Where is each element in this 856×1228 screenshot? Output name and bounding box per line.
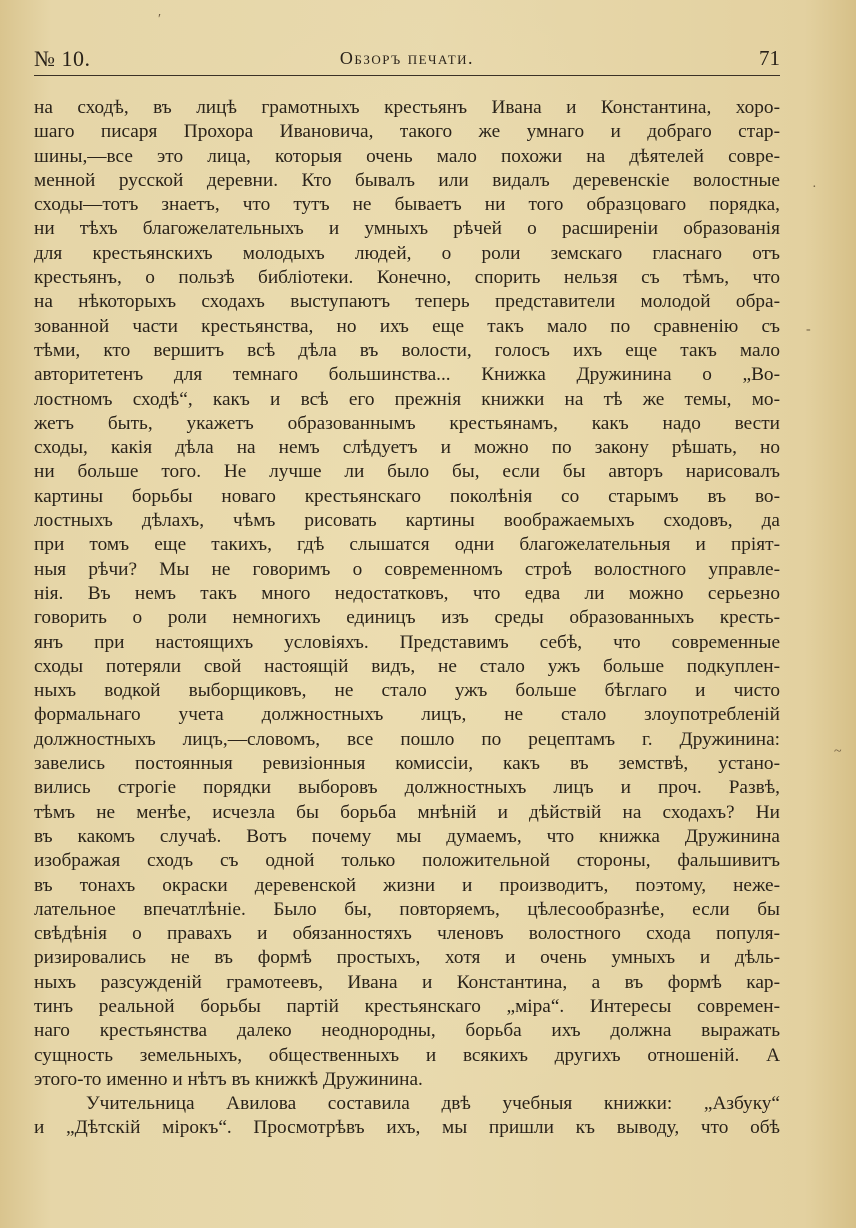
text-line: должностныхъ лицъ,—словомъ, все пошло по рецептамъ г. Дружинина: [34, 728, 780, 750]
scan-speck: - [806, 322, 811, 337]
scan-speck: ′ [158, 12, 162, 27]
text-line: завелись постоянныя ревизіонныя комиссіи, какъ въ земствѣ, устано- [34, 753, 780, 775]
text-line: ныхъ разсужденій грамотеевъ, Ивана и Константина, а въ формѣ кар- [34, 971, 780, 993]
text-line: наго крестьянства далеко неоднородны, борьба ихъ должна выражать [34, 1020, 780, 1042]
running-header [34, 44, 780, 76]
text-line: шины,—все это лица, которыя очень мало похожи на дѣятелей совре- [34, 145, 780, 167]
text-line: тинъ реальной борьбы партій крестьянскаго „міра“. Интересы современ- [34, 995, 780, 1017]
text-line: на нѣкоторыхъ сходахъ выступаютъ теперь представители молодой обра- [34, 291, 780, 313]
text-line: сходы потеряли свой настоящій видъ, не стало ужъ больше подкуплен- [34, 655, 780, 677]
text-line: въ какомъ случаѣ. Вотъ почему мы думаемъ, что книжка Дружинина [34, 825, 780, 847]
text-line: янъ при настоящихъ условіяхъ. Представимъ себѣ, что современные [34, 631, 780, 653]
text-line: тѣмъ не менѣе, исчезла бы борьба мнѣній и дѣйствій на сходахъ? Ни [34, 801, 780, 823]
text-line: ни тѣхъ благожелательныхъ и умныхъ рѣчей о расширеніи образованія [34, 218, 780, 240]
header-rule [34, 75, 780, 76]
body-text [34, 96, 780, 1141]
text-line: при томъ еще такихъ, гдѣ слышатся одни благожелательныя и пріят- [34, 534, 780, 556]
text-line: картины борьбы новаго крестьянскаго поколѣнія со старымъ въ во- [34, 485, 780, 507]
text-line: изображая сходъ съ одной только положительной стороны, фальшивитъ [34, 850, 780, 872]
text-line: формальнаго учета должностныхъ лицъ, не стало злоупотребленій [34, 704, 780, 726]
text-line: шаго писаря Прохора Ивановича, такого же умнаго и добраго стар- [34, 121, 780, 143]
text-line: нія. Въ немъ такъ много недостатковъ, что едва ли можно серьезно [34, 582, 780, 604]
paragraph-start-line: Учительница Авилова составила двѣ учебныя книжки: „Азбуку“ [86, 1093, 780, 1115]
text-line: для крестьянскихъ молодыхъ людей, о роли земскаго гласнаго отъ [34, 242, 780, 264]
text-line: ныя рѣчи? Мы не говоримъ о современномъ строѣ волостного управле- [34, 558, 780, 580]
page-number: 71 [759, 46, 780, 70]
text-line: зованной части крестьянства, но ихъ еще такъ мало по сравненію съ [34, 315, 780, 337]
text-line: сходы—тотъ знаетъ, что тутъ не бываетъ ни того образцоваго порядка, [34, 194, 780, 216]
paragraph-end-line: этого-то именно и нѣтъ въ книжкѣ Дружинина. [34, 1068, 423, 1090]
text-line: ныхъ водкой выборщиковъ, не стало ужъ больше бѣглаго и чисто [34, 680, 780, 702]
text-line: лостныхъ дѣлахъ, чѣмъ рисовать картины воображаемыхъ сходовъ, да [34, 510, 780, 532]
text-line: сущность земельныхъ, общественныхъ и всякихъ другихъ отношеній. А [34, 1044, 780, 1066]
issue-number: № 10. [34, 46, 91, 71]
text-line: свѣдѣнія о правахъ и обязанностяхъ членовъ волостного схода популя- [34, 923, 780, 945]
text-line: вились строгіе порядки выборовъ должностныхъ лицъ и проч. Развѣ, [34, 777, 780, 799]
text-line: и „Дѣтскій мірокъ“. Просмотрѣвъ ихъ, мы пришли къ выводу, что обѣ [34, 1117, 780, 1139]
text-line: крестьянъ, о пользѣ библіотеки. Конечно, спорить нельзя съ тѣмъ, что [34, 267, 780, 289]
text-line: жетъ быть, укажетъ образованнымъ крестьянамъ, какъ надо вести [34, 412, 780, 434]
text-line: лательное впечатлѣніе. Было бы, повторяемъ, цѣлесообразнѣе, если бы [34, 898, 780, 920]
section-title: Обзоръ печати. [339, 48, 475, 68]
text-line: въ тонахъ окраски деревенской жизни и производитъ, поэтому, неже- [34, 874, 780, 896]
text-line: на сходѣ, въ лицѣ грамотныхъ крестьянъ Ивана и Константина, хоро- [34, 97, 780, 118]
scan-speck: · [812, 180, 817, 195]
text-line: сходы, какія дѣла на немъ слѣдуетъ и можно по закону рѣшать, но [34, 437, 780, 459]
text-line: менной русской деревни. Кто бывалъ или видалъ деревенскіе волостные [34, 169, 780, 191]
text-line: лостномъ сходѣ“, какъ и всѣ его прежнія книжки на тѣ же темы, мо- [34, 388, 780, 410]
text-line: тѣми, кто вершитъ всѣ дѣла въ волости, голосъ ихъ еще такъ мало [34, 339, 780, 361]
text-line: авторитетенъ для темнаго большинства... Книжка Дружинина о „Во- [34, 364, 780, 386]
text-line: ризировались не въ формѣ простыхъ, хотя и очень умныхъ и дѣль- [34, 947, 780, 969]
text-line: ни больше того. Не лучше ли было бы, если бы авторъ нарисовалъ [34, 461, 780, 483]
text-line: говорить о роли немногихъ единицъ изъ среды образованныхъ кресть- [34, 607, 780, 629]
scan-speck: ~ [834, 744, 842, 759]
